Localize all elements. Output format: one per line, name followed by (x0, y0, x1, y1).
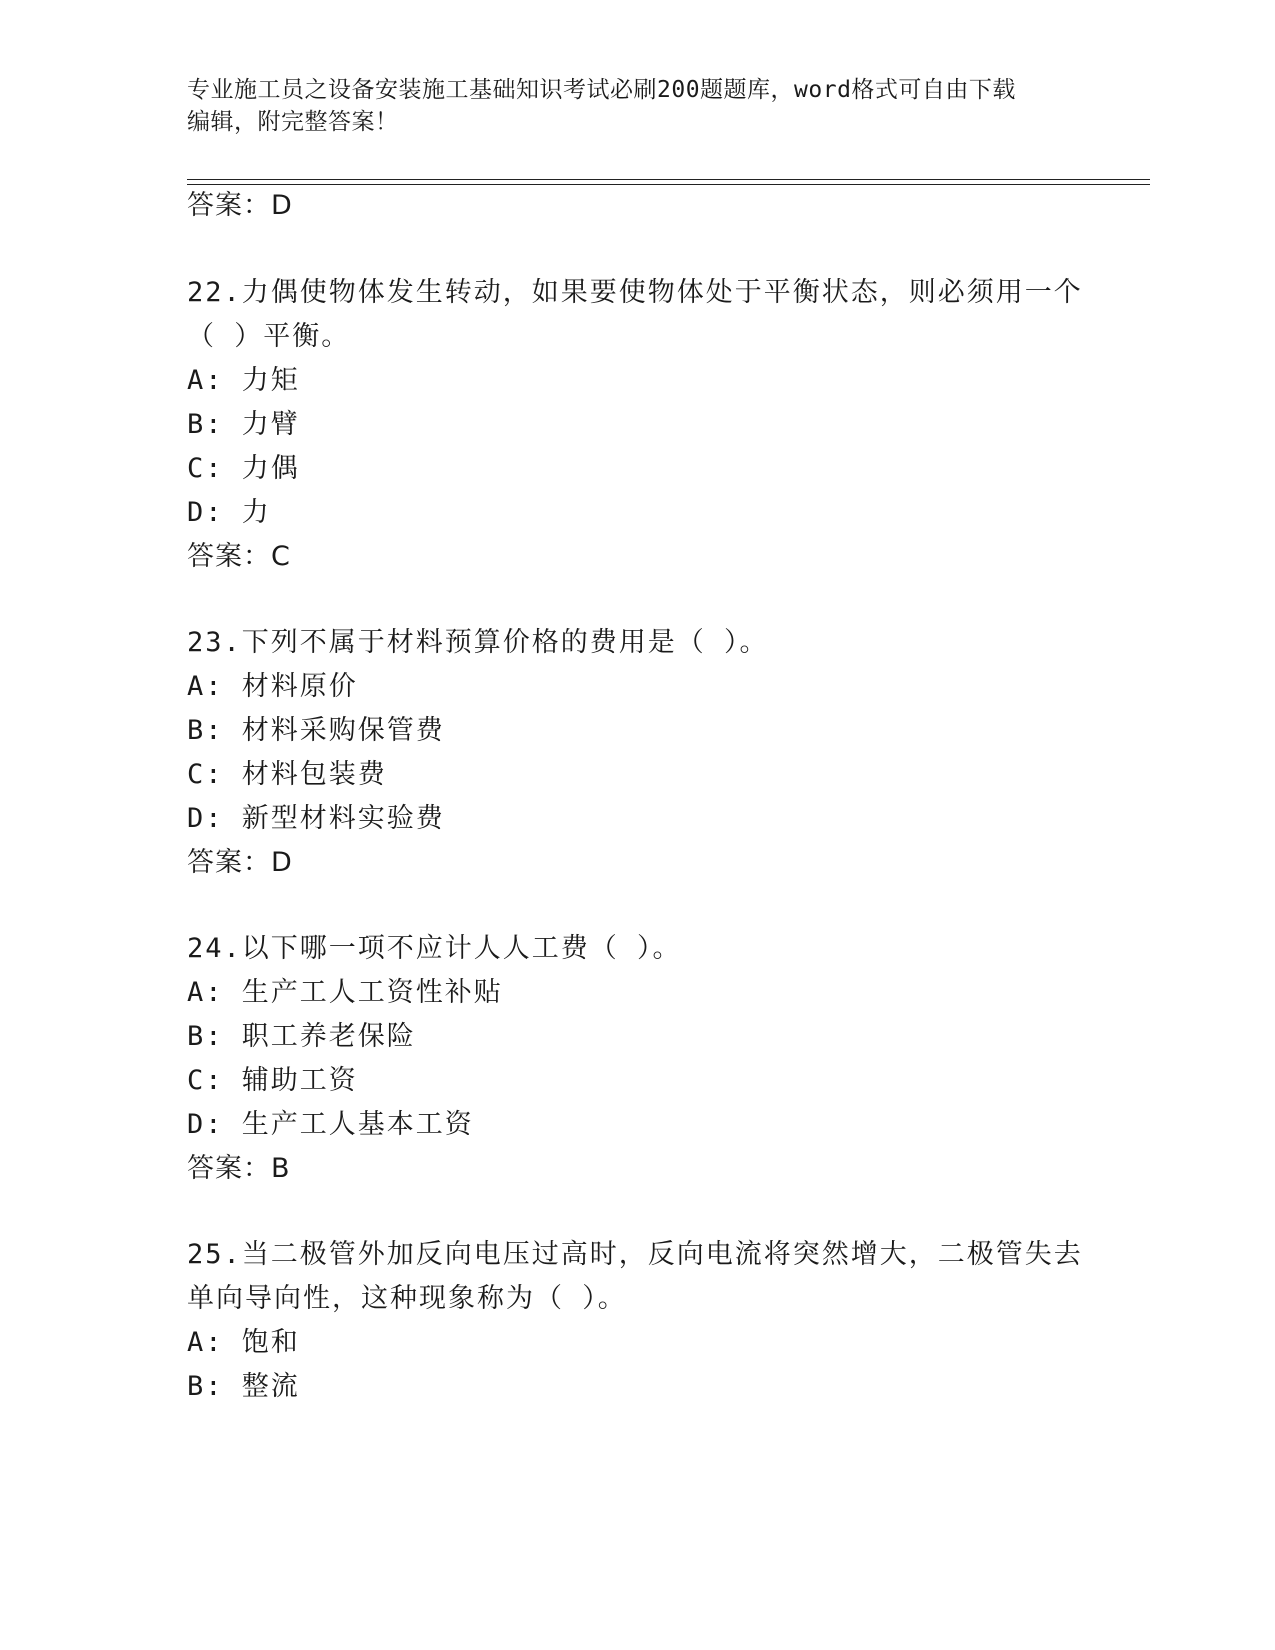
question-24-text: 24.以下哪一项不应计人人工费（ ）。 (187, 933, 682, 964)
answer-22: 答案：C (187, 541, 291, 572)
answer-23: 答案：D (187, 847, 293, 878)
question-23-text: 23.下列不属于材料预算价格的费用是（ ）。 (187, 627, 769, 658)
answer-24: 答案：B (187, 1153, 291, 1184)
question-25-text-cont: 单向导向性，这种现象称为（ ）。 (187, 1283, 627, 1314)
header-divider-bottom (187, 184, 1150, 185)
question-25-option-b: B: 整流 (187, 1371, 300, 1402)
header-line-1: 专业施工员之设备安装施工基础知识考试必刷200题题库，word格式可自由下载 (187, 77, 1016, 103)
question-24-option-c: C: 辅助工资 (187, 1065, 358, 1096)
header-line-2: 编辑，附完整答案！ (187, 109, 399, 135)
question-25-text: 25.当二极管外加反向电压过高时，反向电流将突然增大，二极管失去 (187, 1239, 1083, 1270)
header-divider-top (187, 179, 1150, 180)
question-22-option-a: A: 力矩 (187, 365, 300, 396)
question-22-option-d: D: 力 (187, 497, 271, 528)
question-24-option-d: D: 生产工人基本工资 (187, 1109, 474, 1140)
question-22-option-b: B: 力臂 (187, 409, 300, 440)
question-22-text-cont: （ ）平衡。 (187, 321, 351, 352)
question-23-option-b: B: 材料采购保管费 (187, 715, 445, 746)
document-header (187, 74, 1067, 138)
question-22-text: 22.力偶使物体发生转动，如果要使物体处于平衡状态，则必须用一个 (187, 277, 1083, 308)
answer-21: 答案：D (187, 190, 293, 221)
question-23-option-a: A: 材料原价 (187, 671, 358, 702)
question-24-option-a: A: 生产工人工资性补贴 (187, 977, 503, 1008)
question-22-option-c: C: 力偶 (187, 453, 300, 484)
question-24-option-b: B: 职工养老保险 (187, 1021, 416, 1052)
question-23-option-d: D: 新型材料实验费 (187, 803, 445, 834)
question-25-option-a: A: 饱和 (187, 1327, 300, 1358)
question-23-option-c: C: 材料包装费 (187, 759, 387, 790)
